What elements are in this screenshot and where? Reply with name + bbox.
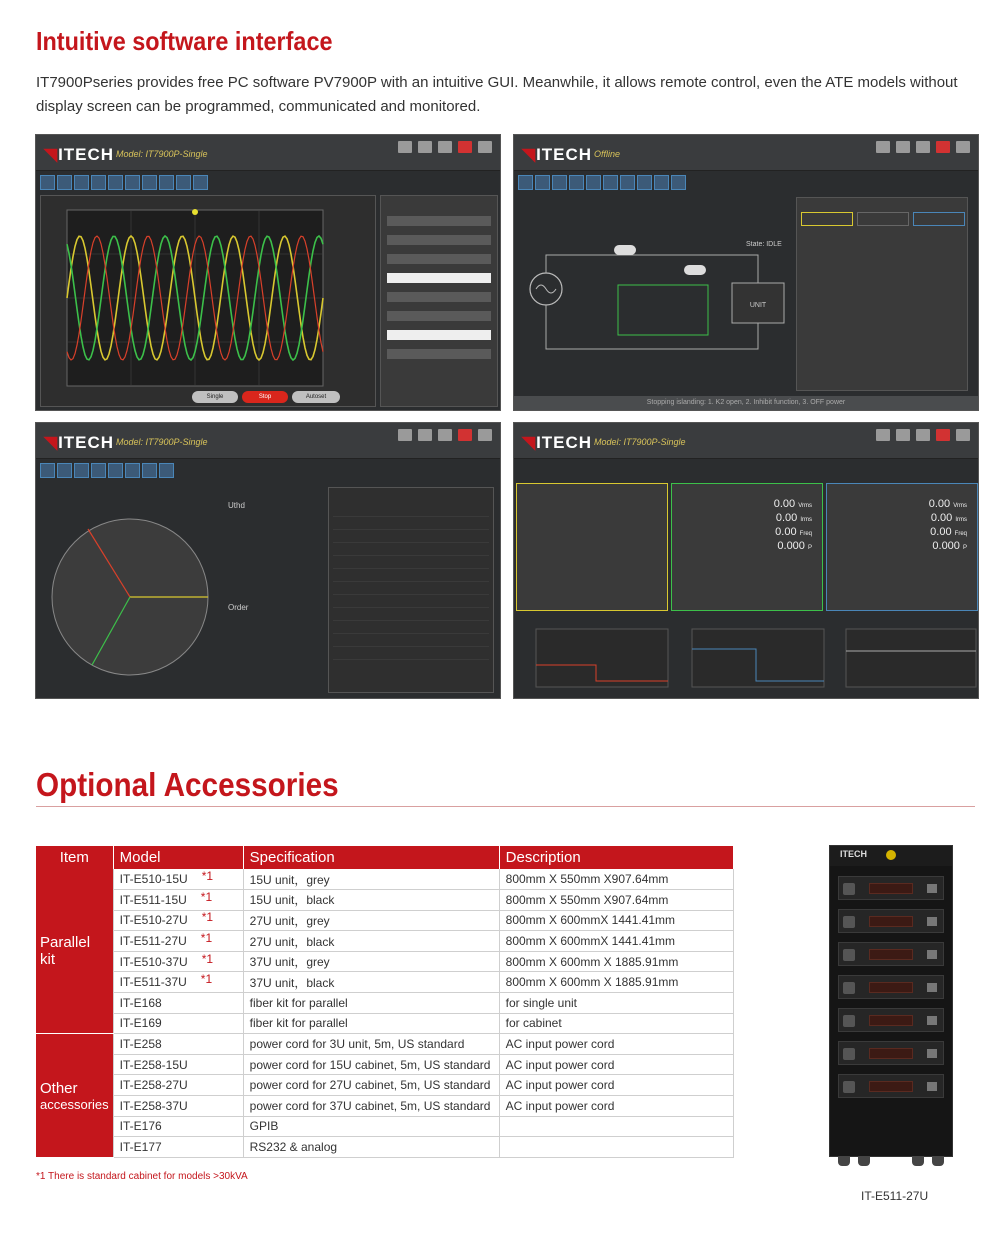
footnote-marker: *1 (201, 869, 214, 884)
cell-description: 800mm X 550mm X907.64mm (499, 869, 733, 890)
table-row (36, 951, 734, 972)
footnote-marker: *1 (200, 931, 213, 946)
cell-spec: power cord for 37U cabinet, 5m, US standard (243, 1096, 499, 1117)
offline-label: Offline (594, 149, 621, 159)
cell-spec: power cord for 3U unit, 5m, US standard (243, 1034, 499, 1055)
emergency-stop (886, 850, 896, 860)
islanding-footer: Stopping islanding: 1. K2 open, 2. Inhibit function, 3. OFF power (514, 396, 978, 410)
cabinet-unit (838, 1041, 944, 1065)
order-label: Order (228, 603, 249, 612)
waveform-svg (41, 196, 377, 408)
phase-b-panel: 0.00 Vrms 0.00 Irms 0.00 Freq 0.000 P (671, 483, 823, 611)
vrms-value: 0.00 (773, 498, 796, 510)
screenshot-islanding (513, 134, 979, 411)
cabinet-unit (838, 1008, 944, 1032)
cabinet-unit (838, 1074, 944, 1098)
cell-spec: power cord for 27U cabinet, 5m, US standard (243, 1075, 499, 1096)
cell-description: 800mm X 600mm X 1885.91mm (499, 951, 733, 972)
single-button[interactable]: Single (192, 391, 238, 403)
scope-settings-panel (380, 195, 498, 407)
accessories-table (36, 846, 734, 1158)
header-item: Item (36, 846, 113, 869)
screenshot-oscilloscope (35, 134, 501, 411)
cell-spec: 27U unit，black (243, 931, 499, 952)
footnote-marker: *1 (200, 972, 213, 987)
table-row (36, 1013, 734, 1034)
table-header-row (36, 846, 734, 869)
tool-icon-row (518, 175, 686, 191)
cell-spec: fiber kit for parallel (243, 1013, 499, 1034)
footnote: *1 There is standard cabinet for models >30kVA (36, 1171, 248, 1182)
cell-description: AC input power cord (499, 1034, 733, 1055)
vector-diagram (46, 505, 226, 695)
harmonic-table (328, 487, 494, 693)
cell-description: AC input power cord (499, 1075, 733, 1096)
cell-model: IT-E258 (113, 1034, 243, 1055)
cabinet-unit (838, 942, 944, 966)
cell-model: IT-E176 (113, 1116, 243, 1137)
table-row (36, 890, 734, 911)
phase-settings-panel (796, 197, 968, 391)
itech-logo: ◥ITECH (522, 433, 593, 452)
state-label: State: IDLE (746, 241, 782, 248)
table-row (36, 972, 734, 993)
cabinet-image (829, 845, 953, 1157)
cell-description: 800mm X 600mmX 1441.41mm (499, 910, 733, 931)
table-row (36, 1096, 734, 1117)
table-row (36, 910, 734, 931)
table-row (36, 1054, 734, 1075)
irms-value: 0.00 (775, 512, 798, 524)
tool-icon-row (40, 175, 208, 191)
model-label: Model: IT7900P-Single (116, 437, 208, 447)
cell-model: IT-E258-37U (113, 1096, 243, 1117)
intro-paragraph: IT7900Pseries provides free PC software PV7900P with an intuitive GUI. Meanwhile, it allows remote control, even the ATE models without display screen can be programmed, communicated and monitored. (36, 74, 958, 115)
cell-description: 800mm X 600mm X 1885.91mm (499, 972, 733, 993)
cell-spec: GPIB (243, 1116, 499, 1137)
cell-model: IT-E510-37U *1 (113, 951, 243, 972)
cell-spec: 27U unit，grey (243, 910, 499, 931)
footnote-marker: *1 (201, 951, 214, 966)
cell-model: IT-E168 (113, 993, 243, 1014)
cell-description (499, 1116, 733, 1137)
cell-model: IT-E510-27U *1 (113, 910, 243, 931)
screenshot-toolbar (514, 135, 978, 171)
itech-logo: ◥ITECH (44, 145, 115, 164)
table-row (36, 869, 734, 890)
cell-spec: 15U unit，grey (243, 869, 499, 890)
section-divider (36, 806, 975, 807)
cell-spec: 15U unit，black (243, 890, 499, 911)
islanding-diagram (518, 199, 798, 399)
cabinet-unit (838, 909, 944, 933)
table-row (36, 1034, 734, 1055)
footnote-marker: *1 (200, 889, 213, 904)
table-row (36, 931, 734, 952)
header-spec: Specification (243, 846, 499, 869)
itech-logo: ◥ITECH (522, 145, 593, 164)
screenshot-three-phase (513, 422, 979, 699)
cell-description: AC input power cord (499, 1054, 733, 1075)
cell-description: 800mm X 600mmX 1441.41mm (499, 931, 733, 952)
cell-description: for cabinet (499, 1013, 733, 1034)
cell-model: IT-E511-27U *1 (113, 931, 243, 952)
power-value: 0.000 (777, 540, 805, 552)
cell-spec: 37U unit，black (243, 972, 499, 993)
itech-logo: ◥ITECH (44, 433, 115, 452)
section-title-software: Intuitive software interface (36, 26, 333, 56)
phase-a-panel (516, 483, 668, 611)
cell-description: for single unit (499, 993, 733, 1014)
toolbar-buttons (398, 429, 492, 441)
cell-description: AC input power cord (499, 1096, 733, 1117)
cell-spec: RS232 & analog (243, 1137, 499, 1158)
unit-box-label: UNIT (749, 302, 767, 309)
group-other-accessories: Other accessories (36, 1034, 113, 1158)
cell-model: IT-E511-37U *1 (113, 972, 243, 993)
screenshot-toolbar (36, 135, 500, 171)
cabinet-unit (838, 975, 944, 999)
table-row (36, 993, 734, 1014)
group-parallel-kit: Parallel kit (36, 869, 113, 1034)
trend-plots (516, 615, 978, 695)
header-model: Model (113, 846, 243, 869)
cell-model: IT-E258-27U (113, 1075, 243, 1096)
tool-icon-row (40, 463, 174, 479)
model-label: Model: IT7900P-Single (116, 149, 208, 159)
table-row (36, 1116, 734, 1137)
cabinet-unit (838, 876, 944, 900)
cell-spec: 37U unit，grey (243, 951, 499, 972)
cell-model: IT-E169 (113, 1013, 243, 1034)
toolbar-buttons (876, 429, 970, 441)
header-description: Description (499, 846, 733, 869)
model-label: Model: IT7900P-Single (594, 437, 686, 447)
cell-spec: power cord for 15U cabinet, 5m, US standard (243, 1054, 499, 1075)
thd-label: Uthd (228, 501, 245, 510)
table-row (36, 1137, 734, 1158)
cabinet-top (830, 846, 952, 866)
cell-model: IT-E511-15U *1 (113, 890, 243, 911)
cell-model: IT-E258-15U (113, 1054, 243, 1075)
cell-model: IT-E510-15U *1 (113, 869, 243, 890)
cell-description (499, 1137, 733, 1158)
cabinet-brand: ITECH (840, 849, 867, 859)
screenshot-vector (35, 422, 501, 699)
cell-spec: fiber kit for parallel (243, 993, 499, 1014)
toolbar-buttons (398, 141, 492, 153)
footnote-marker: *1 (201, 910, 214, 925)
cell-model: IT-E177 (113, 1137, 243, 1158)
screenshot-toolbar (36, 423, 500, 459)
stop-button[interactable]: Stop (242, 391, 288, 403)
section-title-accessories: Optional Accessories (36, 766, 339, 803)
cabinet-caption: IT-E511-27U (861, 1189, 929, 1203)
toolbar-buttons (876, 141, 970, 153)
screenshot-toolbar (514, 423, 978, 459)
phase-c-panel: 0.00 Vrms 0.00 Irms 0.00 Freq 0.000 P (826, 483, 978, 611)
cell-description: 800mm X 550mm X907.64mm (499, 890, 733, 911)
table-row (36, 1075, 734, 1096)
freq-value: 0.00 (775, 526, 797, 538)
waveform-panel (40, 195, 376, 407)
autoset-button[interactable]: Autoset (292, 391, 340, 403)
